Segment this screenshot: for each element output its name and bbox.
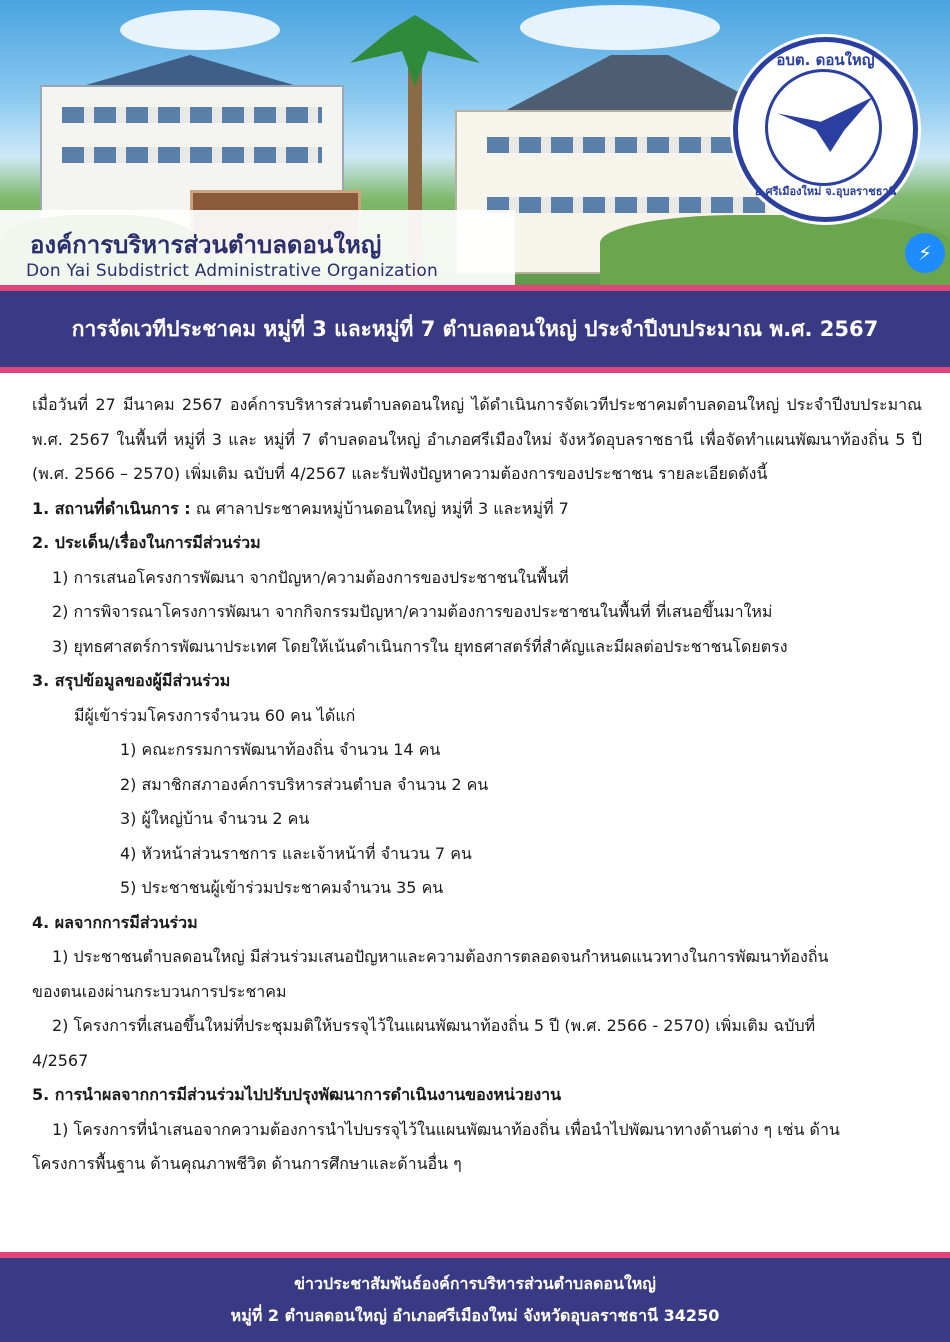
divider — [0, 367, 950, 373]
section-3-heading: 3. สรุปข้อมูลของผู้มีส่วนร่วม — [32, 671, 231, 690]
section-2-heading: 2. ประเด็น/เรื่องในการมีส่วนร่วม — [32, 533, 261, 552]
page-title: การจัดเวทีประชาคม หมู่ที่ 3 และหมู่ที่ 7 ตำบลดอนใหญ่ ประจำปีงบประมาณ พ.ศ. 2567 — [71, 317, 879, 341]
seal-text-top: อบต. ดอนใหญ่ — [776, 51, 875, 69]
list-item: 2) การพิจารณาโครงการพัฒนา จากกิจกรรมปัญหา/ความต้องการของประชาชนในพื้นที่ ที่เสนอขึ้นมาใหม่ — [52, 602, 773, 621]
window-row — [62, 107, 322, 123]
seal-text-bottom: อ.ศรีเมืองใหม่ จ.อุบลราชธานี — [754, 185, 897, 198]
section-1-heading: 1. สถานที่ดำเนินการ : — [32, 498, 191, 518]
window-row — [62, 147, 322, 163]
list-item: 4) หัวหน้าส่วนราชการ และเจ้าหน้าที่ จำนวน 7 คน — [120, 843, 472, 863]
list-item: 3) ผู้ใหญ่บ้าน จำนวน 2 คน — [120, 809, 310, 828]
article-body — [32, 388, 922, 1182]
header-banner — [0, 0, 950, 285]
section-5-heading: 5. การนำผลจากการมีส่วนร่วมไปปรับปรุงพัฒนาการดำเนินงานของหน่วยงาน — [32, 1085, 562, 1104]
list-item-continuation: ของตนเองผ่านกระบวนการประชาคม — [32, 981, 287, 1001]
intro-paragraph: เมื่อวันที่ 27 มีนาคม 2567 องค์การบริหารส่วนตำบลดอนใหญ่ ได้ดำเนินการจัดเวทีประชาคมตำบลดอนใหญ่ ประจำปีงบประมาณ พ.ศ. 2567 ในพื้นที่ หมู่ที่ 3 และ หมู่ที่ 7 ตำบลดอนใหญ่ อำเภอศรีเมืองใหม่ จังหวัดอุบลราชธานี เพื่อจัดทำแผนพัฒนาท้องถิ่น 5 ปี (พ.ศ. 2566 – 2570) เพิ่มเติม ฉบับที่ 4/2567 และรับฟังปัญหาความต้องการของประชาชน รายละเอียดดังนี้ — [32, 395, 923, 483]
cloud — [520, 5, 720, 50]
org-name-thai: องค์การบริหารส่วนตำบลดอนใหญ่ — [30, 231, 382, 259]
messenger-icon[interactable]: ⚡ — [905, 233, 945, 273]
list-item-continuation: โครงการพื้นฐาน ด้านคุณภาพชีวิต ด้านการศึกษาและด้านอื่น ๆ — [32, 1154, 462, 1173]
footer-line-2: หมู่ที่ 2 ตำบลดอนใหญ่ อำเภอศรีเมืองใหม่ จังหวัดอุบลราชธานี 34250 — [230, 1306, 720, 1325]
list-item: 3) ยุทธศาสตร์การพัฒนาประเทศ โดยให้เน้นดำเนินการใน ยุทธศาสตร์ที่สำคัญและมีผลต่อประชาชนโดยตรง — [52, 636, 788, 656]
org-name-english: Don Yai Subdistrict Administrative Organization — [26, 261, 439, 281]
footer-line-1: ข่าวประชาสัมพันธ์องค์การบริหารส่วนตำบลดอนใหญ่ — [294, 1274, 656, 1293]
section-4-heading: 4. ผลจากการมีส่วนร่วม — [32, 912, 198, 932]
cloud — [120, 10, 280, 50]
footer — [0, 1258, 950, 1342]
title-bar — [0, 291, 950, 367]
window-row — [487, 137, 767, 153]
org-seal-logo — [733, 37, 918, 222]
list-item: 1) คณะกรรมการพัฒนาท้องถิ่น จำนวน 14 คน — [120, 740, 441, 759]
list-item: 1) โครงการที่นำเสนอจากความต้องการนำไปบรรจุไว้ในแผนพัฒนาท้องถิ่น เพื่อนำไปพัฒนาทางด้านต่าง ๆ เช่น ด้าน — [52, 1119, 840, 1139]
list-item: 2) โครงการที่เสนอขึ้นใหม่ที่ประชุมมติให้บรรจุไว้ในแผนพัฒนาท้องถิ่น 5 ปี (พ.ศ. 2566 - 2570) เพิ่มเติม ฉบับที่ — [52, 1016, 816, 1035]
list-item: 1) การเสนอโครงการพัฒนา จากปัญหา/ความต้องการของประชาชนในพื้นที่ — [52, 567, 569, 587]
list-item: 5) ประชาชนผู้เข้าร่วมประชาคมจำนวน 35 คน — [120, 878, 444, 897]
shrubs — [600, 215, 950, 285]
palm-leaves — [350, 15, 480, 95]
section-1-text: ณ ศาลาประชาคมหมู่บ้านดอนใหญ่ หมู่ที่ 3 และหมู่ที่ 7 — [190, 498, 569, 518]
window-row — [487, 197, 767, 213]
section-3-summary: มีผู้เข้าร่วมโครงการจำนวน 60 คน ได้แก่ — [74, 705, 356, 725]
list-item-continuation: 4/2567 — [32, 1050, 89, 1070]
section-1 — [32, 492, 922, 527]
list-item: 1) ประชาชนตำบลดอนใหญ่ มีส่วนร่วมเสนอปัญหาและความต้องการตลอดจนกำหนดแนวทางในการพัฒนาท้องถิ่น — [52, 947, 829, 966]
list-item: 2) สมาชิกสภาองค์การบริหารส่วนตำบล จำนวน 2 คน — [120, 774, 489, 794]
